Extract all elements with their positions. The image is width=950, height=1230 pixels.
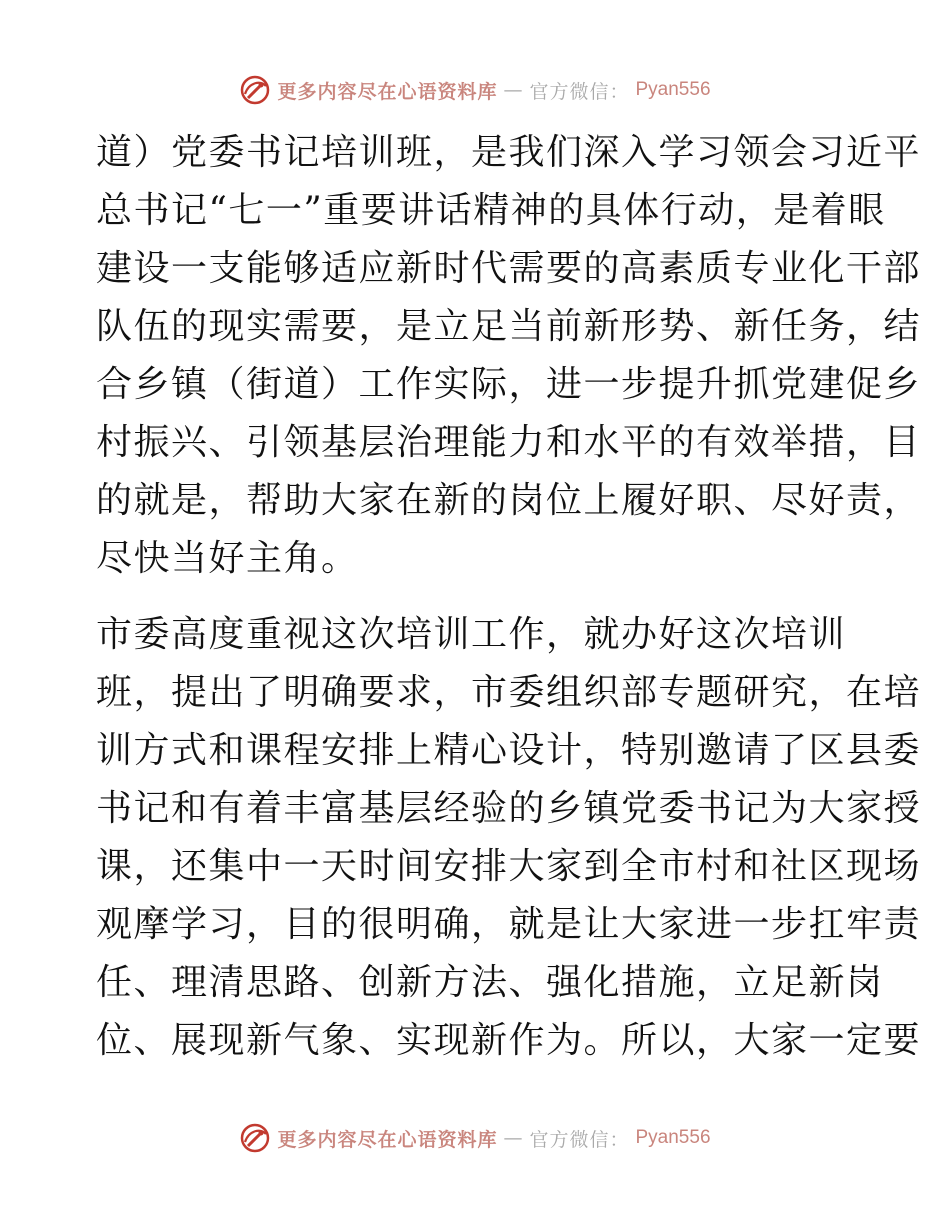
watermark-label: 官方微信： xyxy=(529,1128,630,1151)
text-line: 队伍的现实需要，是立足当前新形势、新任务，结 xyxy=(96,306,922,347)
text-line: 训方式和课程安排上精心设计，特别邀请了区县委 xyxy=(96,730,922,771)
paragraph xyxy=(96,124,922,588)
watermark-separator: — xyxy=(503,1127,524,1149)
text-line: 总书记“七一”重要讲话精神的具体行动，是着眼 xyxy=(96,190,886,231)
seal-logo-icon xyxy=(239,1122,271,1154)
watermark-label: 官方微信： xyxy=(529,80,630,103)
text-line: 班，提出了明确要求，市委组织部专题研究，在培 xyxy=(96,672,922,713)
paragraph-gap xyxy=(96,588,856,606)
header-watermark xyxy=(0,74,950,106)
watermark-separator: — xyxy=(503,79,524,101)
watermark-wechat-id: Pyan556 xyxy=(635,1127,711,1148)
text-line: 村振兴、引领基层治理能力和水平的有效举措，目 xyxy=(96,422,922,463)
body-text xyxy=(96,124,922,1070)
text-line: 观摩学习，目的很明确，就是让大家进一步扛牢责 xyxy=(96,904,922,945)
seal-logo-icon xyxy=(239,74,271,106)
watermark-wechat-id: Pyan556 xyxy=(635,79,711,100)
watermark-brand: 更多内容尽在心语资料库 xyxy=(277,80,498,103)
text-line: 位、展现新气象、实现新作为。所以，大家一定要 xyxy=(96,1020,922,1061)
text-line: 尽快当好主角。 xyxy=(96,538,359,579)
text-line: 的就是，帮助大家在新的岗位上履好职、尽好责， xyxy=(96,480,922,521)
text-line: 建设一支能够适应新时代需要的高素质专业化干部 xyxy=(96,248,922,289)
text-line: 任、理清思路、创新方法、强化措施，立足新岗 xyxy=(96,962,884,1003)
paragraph xyxy=(96,606,922,1070)
text-line: 道）党委书记培训班，是我们深入学习领会习近平 xyxy=(96,132,922,173)
text-line: 合乡镇（街道）工作实际，进一步提升抓党建促乡 xyxy=(96,364,922,405)
footer-watermark xyxy=(0,1122,950,1154)
text-line: 课，还集中一天时间安排大家到全市村和社区现场 xyxy=(96,846,922,887)
watermark-brand: 更多内容尽在心语资料库 xyxy=(277,1128,498,1151)
text-line: 市委高度重视这次培训工作，就办好这次培训 xyxy=(96,614,847,655)
text-line: 书记和有着丰富基层经验的乡镇党委书记为大家授 xyxy=(96,788,922,829)
